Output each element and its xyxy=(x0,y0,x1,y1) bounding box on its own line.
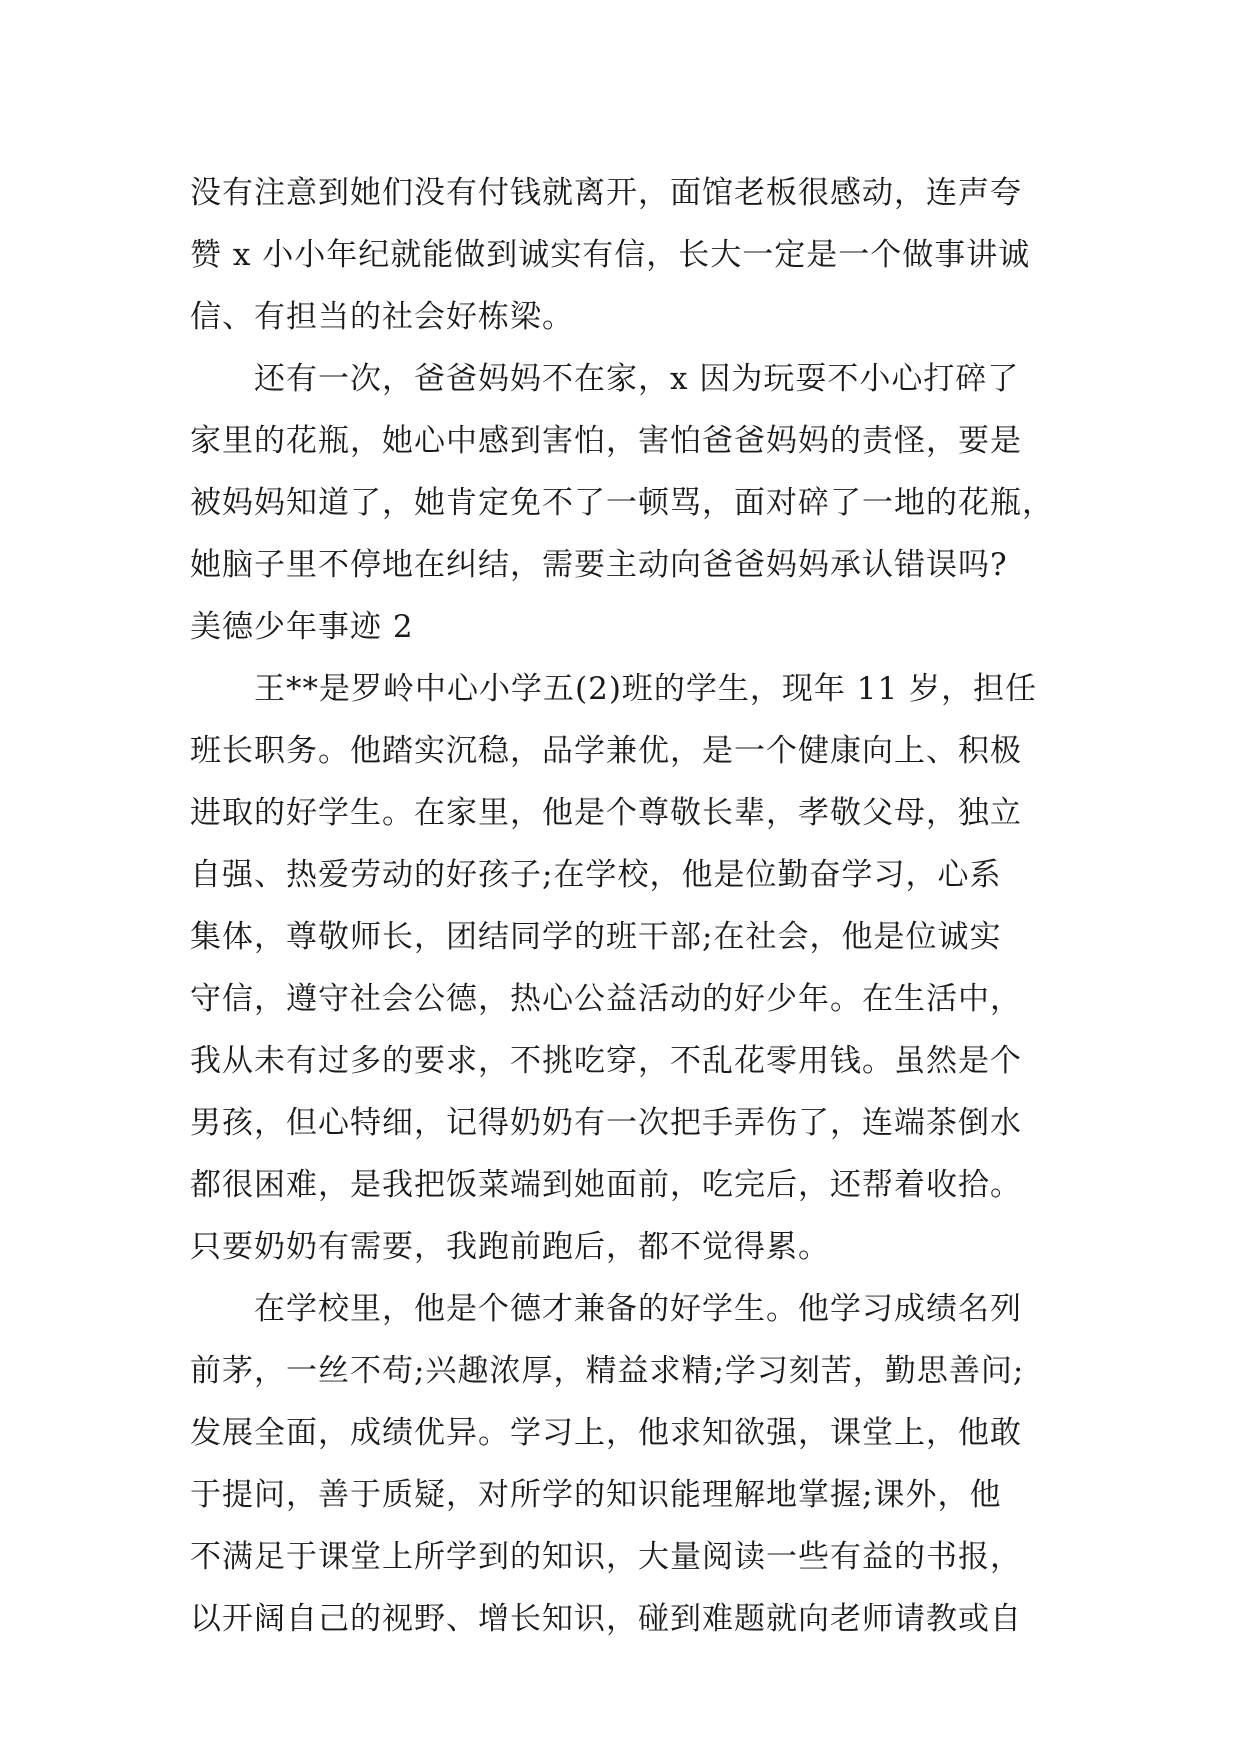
paragraph-line: 前茅，一丝不苟;兴趣浓厚，精益求精;学习刻苦，勤思善问; xyxy=(190,1353,1025,1389)
paragraph-line: 以开阔自己的视野、增长知识，碰到难题就向老师请教或自 xyxy=(190,1601,1022,1637)
paragraph-line: 被妈妈知道了，她肯定免不了一顿骂，面对碎了一地的花瓶， xyxy=(190,485,1054,521)
paragraph-line: 信、有担当的社会好栋梁。 xyxy=(190,299,574,335)
paragraph-line: 自强、热爱劳动的好孩子;在学校，他是位勤奋学习，心系 xyxy=(190,857,1002,893)
paragraph-line: 都很困难，是我把饭菜端到她面前，吃完后，还帮着收拾。 xyxy=(190,1167,1022,1203)
paragraph-line: 男孩，但心特细，记得奶奶有一次把手弄伤了，连端茶倒水 xyxy=(190,1105,1022,1141)
paragraph-line: 只要奶奶有需要，我跑前跑后，都不觉得累。 xyxy=(190,1229,830,1265)
paragraph-line: 进取的好学生。在家里，他是个尊敬长辈，孝敬父母，独立 xyxy=(190,795,1022,831)
section-heading: 美德少年事迹 2 xyxy=(190,609,414,645)
paragraph-line: 集体，尊敬师长，团结同学的班干部;在社会，他是位诚实 xyxy=(190,919,1002,955)
paragraph-line: 没有注意到她们没有付钱就离开，面馆老板很感动，连声夸 xyxy=(190,175,1022,211)
paragraph-line: 在学校里，他是个德才兼备的好学生。他学习成绩名列 xyxy=(254,1291,1022,1327)
paragraph-line: 她脑子里不停地在纠结，需要主动向爸爸妈妈承认错误吗? xyxy=(190,547,1008,583)
paragraph-line: 守信，遵守社会公德，热心公益活动的好少年。在生活中， xyxy=(190,981,1022,1017)
paragraph-line: 家里的花瓶，她心中感到害怕，害怕爸爸妈妈的责怪，要是 xyxy=(190,423,1022,459)
paragraph-line: 不满足于课堂上所学到的知识，大量阅读一些有益的书报， xyxy=(190,1539,1022,1575)
paragraph-line: 发展全面，成绩优异。学习上，他求知欲强，课堂上，他敢 xyxy=(190,1415,1022,1451)
paragraph-line: 于提问，善于质疑，对所学的知识能理解地掌握;课外，他 xyxy=(190,1477,1002,1513)
paragraph-line: 还有一次，爸爸妈妈不在家，x 因为玩耍不小心打碎了 xyxy=(254,361,1020,397)
document-body xyxy=(190,162,1070,1650)
paragraph-line: 我从未有过多的要求，不挑吃穿，不乱花零用钱。虽然是个 xyxy=(190,1043,1022,1079)
paragraph-line: 王**是罗岭中心小学五(2)班的学生，现年 11 岁，担任 xyxy=(254,671,1038,707)
paragraph-line: 班长职务。他踏实沉稳，品学兼优，是一个健康向上、积极 xyxy=(190,733,1022,769)
paragraph-line: 赞 x 小小年纪就能做到诚实有信，长大一定是一个做事讲诚 xyxy=(190,237,1031,273)
